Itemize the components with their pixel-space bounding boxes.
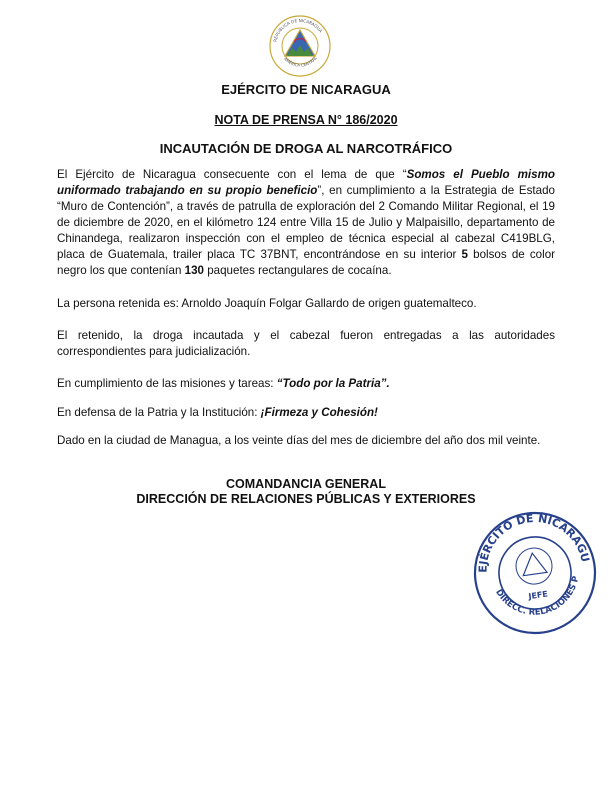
motto: Somos el Pueblo mismo uniformado trabajando en su propio beneficio <box>57 168 555 197</box>
organization-name: EJÉRCITO DE NICARAGUA <box>221 82 391 97</box>
package-count: 130 <box>184 264 204 277</box>
stamp-center-label: JEFE <box>527 589 549 602</box>
p1-text-a: El Ejército de Nicaragua consecuente con el lema de que “ <box>57 168 407 181</box>
paragraph-detainee: La persona retenida es: Arnoldo Joaquín Folgar Gallardo de origen guatemalteco. <box>57 297 477 310</box>
p5-text-a: En defensa de la Patria y la Institución: <box>57 406 261 419</box>
official-stamp-icon <box>470 508 600 638</box>
nicaragua-coat-of-arms-icon <box>268 14 332 78</box>
bag-count: 5 <box>461 248 468 261</box>
svg-text:EJÉRCITO DE NICARAGUA <box>470 508 592 579</box>
paragraph-handover: El retenido, la droga incautada y el cabezal fueron entregadas a las autoridades correspondientes para judicialización. <box>57 329 555 358</box>
press-note-number: NOTA DE PRENSA N° 186/2020 <box>214 113 398 127</box>
paragraph-main <box>57 167 555 279</box>
p1-text-d: paquetes rectangulares de cocaína. <box>203 264 392 277</box>
paragraph-dated: Dado en la ciudad de Managua, a los veinte días del mes de diciembre del año dos mil veinte. <box>57 434 541 447</box>
seal-ring-top-text: REPÚBLICA DE NICARAGUA <box>272 17 324 43</box>
paragraph-defense <box>57 405 555 421</box>
p1-text-c: bolsos de color negro los que contenían <box>57 248 556 277</box>
mission-slogan: “Todo por la Patria”. <box>276 377 390 390</box>
seal-ring-bottom-text: AMÉRICA CENTRAL <box>283 55 318 68</box>
stamp-ring-top-text: EJÉRCITO DE NICARAGUA <box>476 511 592 573</box>
p1-text-b: ”, en cumplimiento a la Estrategia de Estado “Muro de Contención”, a través de patrulla de exploración del 2 Comando Militar Regional, el 19 de diciembre de 2020, en el kilómetro 124 entre Villa 15 de Julio y Malpaisillo, departamento de Chinandega, realizaron inspección con el empleo de técnica especial al cabezal C419BLG, placa de Guatemala, trailer placa TC 37BNT, encontrándose en su interior <box>57 184 555 261</box>
signature-line-1: COMANDANCIA GENERAL <box>226 477 386 491</box>
signature-line-2: DIRECCIÓN DE RELACIONES PÚBLICAS Y EXTERIORES <box>136 492 476 506</box>
stamp-ring-bottom-text: DIRECC. RELACIONES PÚBLICAS <box>493 575 582 618</box>
p4-text-a: En cumplimiento de las misiones y tareas: <box>57 377 277 390</box>
paragraph-mission <box>57 376 555 392</box>
headline: INCAUTACIÓN DE DROGA AL NARCOTRÁFICO <box>159 141 453 156</box>
defense-slogan: ¡Firmeza y Cohesión! <box>260 406 378 419</box>
